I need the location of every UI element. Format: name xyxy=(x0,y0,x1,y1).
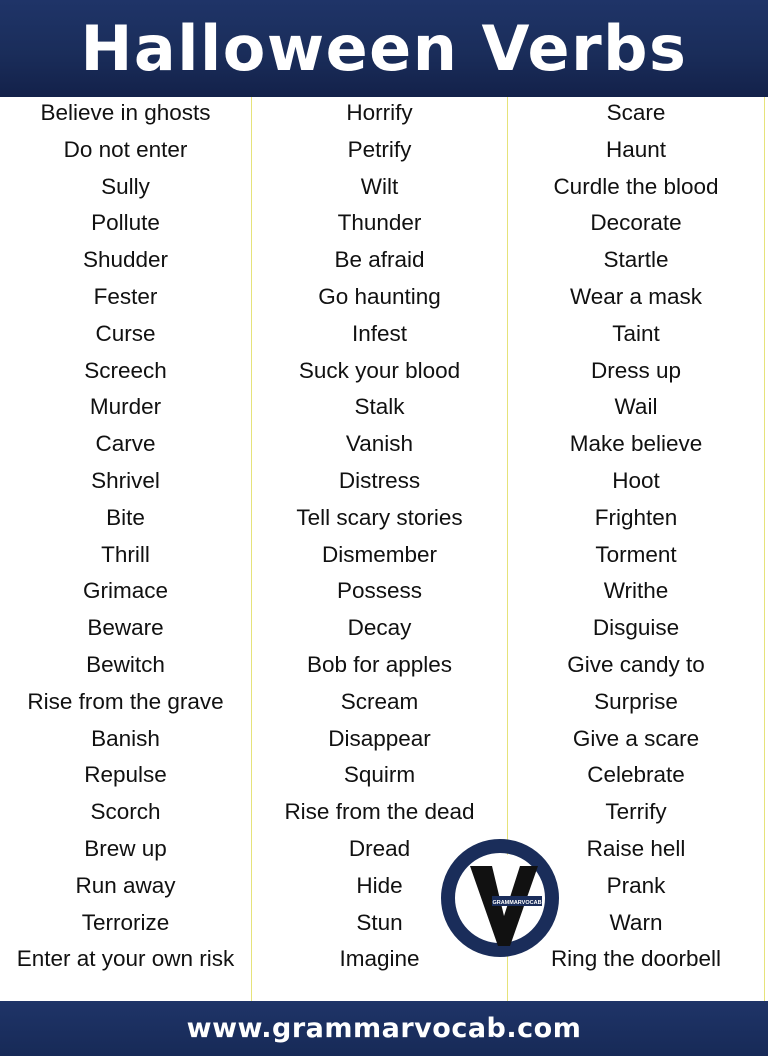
verb-item: Scare xyxy=(606,100,666,125)
verb-item: Make believe xyxy=(569,431,703,457)
verb-item: Possess xyxy=(336,578,423,604)
verb-item: Hide xyxy=(356,872,403,898)
verb-item: Shrivel xyxy=(91,467,160,493)
verb-item: Horrify xyxy=(346,100,413,125)
verb-item: Vanish xyxy=(345,431,414,457)
verb-item: Infest xyxy=(351,320,408,346)
verb-item: Pollute xyxy=(91,210,160,236)
verb-item: Raise hell xyxy=(586,835,686,861)
verb-item: Wilt xyxy=(360,173,399,199)
verb-item: Sully xyxy=(101,173,150,199)
verb-item: Give a scare xyxy=(572,725,700,751)
verb-item: Curdle the blood xyxy=(553,173,719,199)
verb-item: Carve xyxy=(95,431,156,457)
footer-banner xyxy=(0,1001,768,1056)
verb-item: Scorch xyxy=(90,799,161,825)
verb-item: Banish xyxy=(91,725,160,751)
verb-item: Surprise xyxy=(594,688,678,714)
verb-item: Celebrate xyxy=(587,762,685,788)
verb-item: Fester xyxy=(93,283,158,309)
verb-item: Stalk xyxy=(354,394,405,420)
verb-item: Scream xyxy=(340,688,419,714)
verb-item: Decorate xyxy=(590,210,682,236)
verb-item: Dread xyxy=(348,835,411,861)
verb-item: Dress up xyxy=(590,357,682,383)
verb-item: Brew up xyxy=(84,835,167,861)
verb-item: Dismember xyxy=(321,541,438,567)
verb-item: Run away xyxy=(75,872,176,898)
verb-item: Bewitch xyxy=(86,651,165,677)
verb-item: Terrify xyxy=(605,799,667,825)
verb-item: Rise from the dead xyxy=(284,799,475,825)
verb-item: Curse xyxy=(95,320,156,346)
verb-item: Disappear xyxy=(328,725,431,751)
verb-item: Repulse xyxy=(84,762,167,788)
verb-item: Taint xyxy=(612,320,660,346)
verb-item: Beware xyxy=(87,615,164,641)
verb-item: Bite xyxy=(106,504,145,530)
verb-item: Murder xyxy=(89,394,162,420)
verb-item: Tell scary stories xyxy=(296,504,463,530)
page-title: Halloween Verbs xyxy=(80,11,688,85)
verb-list-1 xyxy=(0,97,251,980)
verb-item: Petrify xyxy=(347,136,412,162)
verb-item: Thrill xyxy=(101,541,150,567)
verb-item: Frighten xyxy=(594,504,678,530)
verb-item: Ring the doorbell xyxy=(550,946,722,972)
verb-item: Haunt xyxy=(605,136,667,162)
verb-item: Imagine xyxy=(339,946,420,972)
verb-item: Torment xyxy=(595,541,677,567)
grammarvocab-logo-icon xyxy=(440,838,560,958)
verb-item: Suck your blood xyxy=(298,357,461,383)
verb-item: Bob for apples xyxy=(306,651,453,677)
verb-item: Thunder xyxy=(337,210,422,236)
footer-url[interactable]: www.grammarvocab.com xyxy=(186,1013,582,1044)
verb-item: Terrorize xyxy=(81,909,170,935)
verb-item: Grimace xyxy=(82,578,168,604)
verb-item: Disguise xyxy=(592,615,680,641)
verb-item: Startle xyxy=(603,247,669,273)
verb-item: Go haunting xyxy=(318,283,441,309)
logo-text: GRAMMARVOCAB xyxy=(492,900,542,906)
verb-item: Screech xyxy=(84,357,167,383)
verb-item: Give candy to xyxy=(567,651,705,677)
verb-item: Prank xyxy=(606,872,666,898)
header-banner xyxy=(0,0,768,97)
verb-item: Be afraid xyxy=(334,247,425,273)
verb-item: Squirm xyxy=(343,762,416,788)
verb-item: Warn xyxy=(609,909,663,935)
verb-item: Stun xyxy=(356,909,403,935)
verb-item: Believe in ghosts xyxy=(40,100,211,125)
verb-item: Rise from the grave xyxy=(27,688,224,714)
verb-item: Distress xyxy=(338,467,421,493)
verb-item: Wear a mask xyxy=(569,283,703,309)
verb-item: Writhe xyxy=(603,578,669,604)
verb-item: Shudder xyxy=(82,247,169,273)
verb-item: Wail xyxy=(614,394,658,420)
verb-item: Hoot xyxy=(612,467,660,493)
verb-item: Enter at your own risk xyxy=(16,946,235,972)
verb-table xyxy=(0,97,768,1001)
verb-item: Do not enter xyxy=(63,136,188,162)
verb-column-1 xyxy=(0,97,252,1001)
verb-item: Decay xyxy=(347,615,412,641)
